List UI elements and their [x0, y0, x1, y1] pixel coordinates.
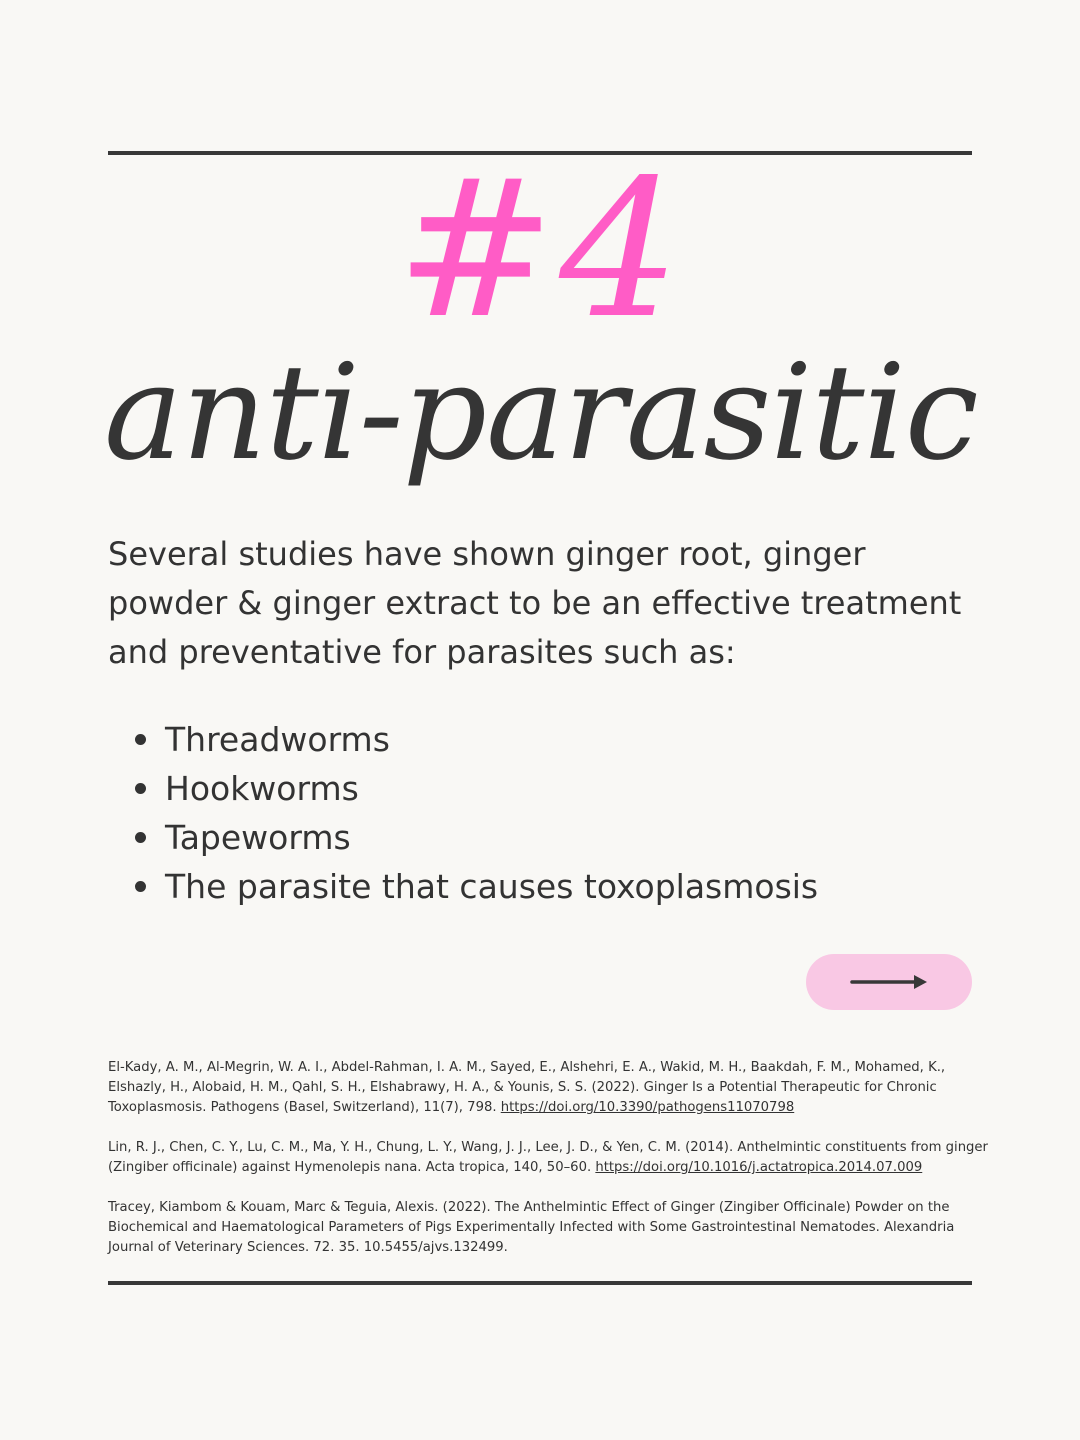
reference-text: Tracey, Kiambom & Kouam, Marc & Teguia, Alexis. (2022). The Anthelmintic Effect of Ginger (Zingiber Officinale) Powder on the Biochemical and Haematological Parameters of Pigs Experimentally Infected with Some Gastrointestinal Nematodes. Alexandria Journal of Veterinary Sciences. 72. 35. 10.5455/ajvs.132499.: [108, 1200, 955, 1255]
bullet-icon: [135, 734, 146, 745]
reference-text: El-Kady, A. M., Al-Megrin, W. A. I., Abdel-Rahman, I. A. M., Sayed, E., Alshehri, E. A., Wakid, M. H., Baakdah, F. M., Mohamed, K., Elshazly, H., Alobaid, H. M., Qahl, S. H., Elshabrawy, H. A., & Younis, S. S. (2022). Ginger Is a Potential Therapeutic for Chronic Toxoplasmosis. Pathogens (Basel, Switzerland), 11(7), 798.: [108, 1060, 946, 1115]
bullet-icon: [135, 881, 146, 892]
bullet-icon: [135, 783, 146, 794]
list-item-label: Tapeworms: [165, 818, 351, 857]
reference-text: Lin, R. J., Chen, C. Y., Lu, C. M., Ma, Y. H., Chung, L. Y., Wang, J. J., Lee, J. D., & Yen, C. M. (2014). Anthelmintic constituents from ginger (Zingiber officinale) against Hymenolepis nana. Acta tropica, 140, 50–60.: [108, 1140, 988, 1175]
reference-1: [108, 1058, 993, 1118]
intro-paragraph: Several studies have shown ginger root, ginger powder & ginger extract to be an effective treatment and preventative for parasites such as:: [108, 535, 962, 671]
reference-2: [108, 1138, 993, 1178]
list-item-label: Hookworms: [165, 769, 359, 808]
list-item: [108, 715, 818, 764]
list-item-label: The parasite that causes toxoplasmosis: [165, 867, 819, 906]
reference-link[interactable]: https://doi.org/10.3390/pathogens11070798: [500, 1100, 795, 1115]
reference-link[interactable]: https://doi.org/10.1016/j.actatropica.2014.07.009: [595, 1160, 923, 1175]
arrow-right-icon: [850, 972, 928, 992]
parasite-list: [108, 715, 818, 911]
number-heading: #4: [395, 139, 685, 360]
list-item: [108, 764, 818, 813]
list-item-label: Threadworms: [165, 720, 390, 759]
bottom-divider: [108, 1281, 972, 1285]
topic-heading: anti-parasitic: [104, 336, 978, 490]
next-button[interactable]: [806, 954, 972, 1010]
references: [108, 1058, 993, 1278]
reference-3: [108, 1198, 993, 1258]
list-item: [108, 862, 818, 911]
bullet-icon: [135, 832, 146, 843]
list-item: [108, 813, 818, 862]
